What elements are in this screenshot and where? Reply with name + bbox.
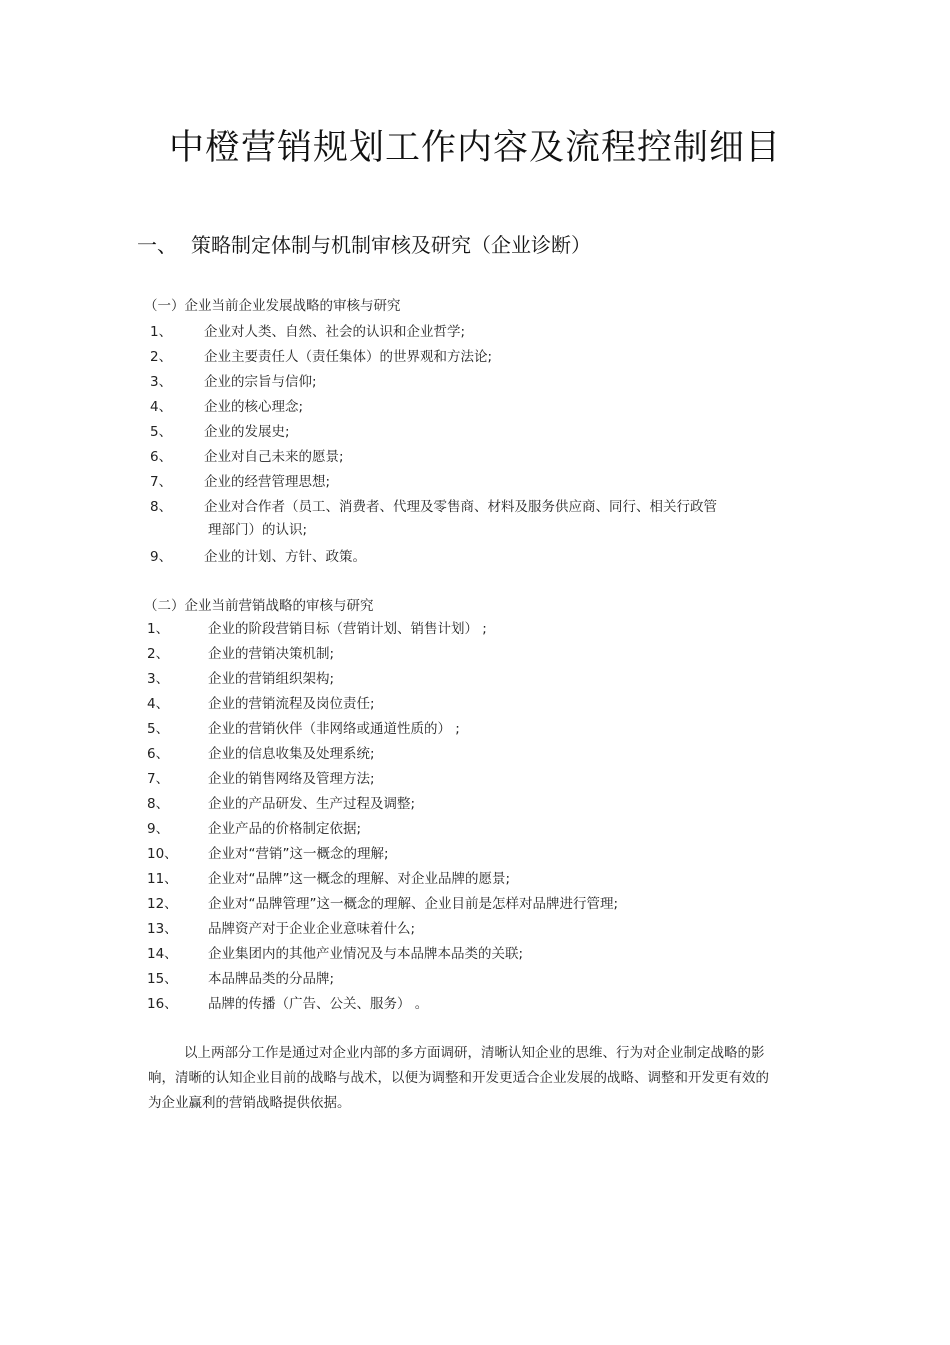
item-text: 企业对“品牌”这一概念的理解、对企业品牌的愿景;	[208, 871, 511, 887]
list-item	[0, 796, 950, 821]
list-part-1	[0, 324, 950, 574]
item-number: 1、	[147, 621, 170, 637]
item-text-line1: 企业对合作者（员工、消费者、代理及零售商、材料及服务供应商、同行、相关行政管	[204, 499, 717, 515]
list-item	[0, 671, 950, 696]
list-item	[0, 499, 950, 549]
item-number: 12、	[147, 896, 178, 912]
item-text: 企业的宗旨与信仰;	[204, 374, 317, 390]
item-number: 9、	[150, 549, 173, 565]
item-number: 16、	[147, 996, 178, 1012]
item-text: 企业集团内的其他产业情况及与本品牌本品类的关联;	[208, 946, 524, 962]
item-text: 企业对“营销”这一概念的理解;	[208, 846, 389, 862]
list-item	[0, 846, 950, 871]
item-text: 企业的发展史;	[204, 424, 290, 440]
item-number: 7、	[147, 771, 170, 787]
list-item	[0, 424, 950, 449]
list-item	[0, 374, 950, 399]
subsection-heading-2: （二）企业当前营销战略的审核与研究	[144, 598, 374, 614]
item-number: 13、	[147, 921, 178, 937]
list-item	[0, 821, 950, 846]
item-text-line2: 理部门）的认识;	[208, 522, 308, 538]
item-number: 6、	[147, 746, 170, 762]
list-item	[0, 746, 950, 771]
item-text: 品牌资产对于企业企业意味着什么;	[208, 921, 416, 937]
list-part-2	[0, 621, 950, 1021]
item-number: 1、	[150, 324, 173, 340]
list-item	[0, 696, 950, 721]
item-text: 企业对人类、自然、社会的认识和企业哲学;	[204, 324, 466, 340]
list-item	[0, 324, 950, 349]
list-item	[0, 971, 950, 996]
list-item	[0, 871, 950, 896]
list-item	[0, 721, 950, 746]
item-text: 企业的营销伙伴（非网络或通道性质的） ;	[208, 721, 460, 737]
section-heading-text: 策略制定体制与机制审核及研究（企业诊断）	[191, 233, 591, 257]
item-number: 3、	[150, 374, 173, 390]
item-number: 6、	[150, 449, 173, 465]
item-number: 8、	[147, 796, 170, 812]
item-number: 4、	[147, 696, 170, 712]
item-text	[204, 496, 774, 542]
item-text: 企业主要责任人（责任集体）的世界观和方法论;	[204, 349, 493, 365]
section-heading	[137, 229, 591, 258]
item-text: 企业对“品牌管理”这一概念的理解、企业目前是怎样对品牌进行管理;	[208, 896, 619, 912]
item-text: 企业的阶段营销目标（营销计划、销售计划） ;	[208, 621, 487, 637]
subsection-heading-1: （一）企业当前企业发展战略的审核与研究	[144, 298, 401, 314]
list-item	[0, 771, 950, 796]
item-number: 2、	[147, 646, 170, 662]
item-text: 企业的产品研发、生产过程及调整;	[208, 796, 416, 812]
list-item	[0, 399, 950, 424]
list-item	[0, 449, 950, 474]
item-number: 3、	[147, 671, 170, 687]
item-number: 11、	[147, 871, 178, 887]
list-item	[0, 996, 950, 1021]
item-text: 本品牌品类的分品牌;	[208, 971, 335, 987]
list-item	[0, 921, 950, 946]
item-text: 企业的核心理念;	[204, 399, 304, 415]
item-text: 品牌的传播（广告、公关、服务） 。	[208, 996, 429, 1012]
item-number: 2、	[150, 349, 173, 365]
item-text: 企业的信息收集及处理系统;	[208, 746, 375, 762]
list-item	[0, 896, 950, 921]
item-text: 企业的经营管理思想;	[204, 474, 331, 490]
item-number: 4、	[150, 399, 173, 415]
item-number: 14、	[147, 946, 178, 962]
item-number: 15、	[147, 971, 178, 987]
item-text: 企业的营销组织架构;	[208, 671, 335, 687]
list-item	[0, 621, 950, 646]
list-item	[0, 349, 950, 374]
item-text: 企业的营销流程及岗位责任;	[208, 696, 375, 712]
item-text: 企业的销售网络及管理方法;	[208, 771, 375, 787]
summary-paragraph: 以上两部分工作是通过对企业内部的多方面调研，清晰认知企业的思维、行为对企业制定战略的影响，清晰的认知企业目前的战略与战术，以便为调整和开发更适合企业发展的战略、调整和开发更有效的为企业赢利的营销战略提供依据。	[148, 1045, 769, 1111]
item-number: 7、	[150, 474, 173, 490]
item-text: 企业对自己未来的愿景;	[204, 449, 344, 465]
section-number: 一、	[137, 233, 177, 257]
list-item	[0, 946, 950, 971]
list-item	[0, 549, 950, 574]
list-item	[0, 646, 950, 671]
item-number: 9、	[147, 821, 170, 837]
item-text: 企业的计划、方针、政策。	[204, 549, 366, 565]
item-number: 5、	[147, 721, 170, 737]
item-number: 10、	[147, 846, 178, 862]
document-title: 中橙营销规划工作内容及流程控制细目	[168, 128, 781, 168]
item-text: 企业产品的价格制定依据;	[208, 821, 362, 837]
item-number: 8、	[150, 499, 173, 515]
item-number: 5、	[150, 424, 173, 440]
item-text: 企业的营销决策机制;	[208, 646, 335, 662]
